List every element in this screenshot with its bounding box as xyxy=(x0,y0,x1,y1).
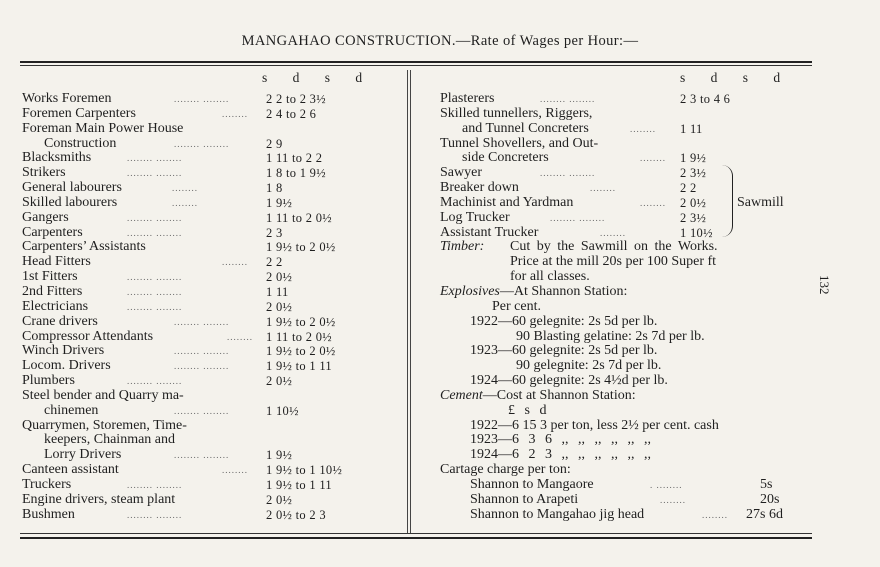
trade-label: Quarrymen, Storemen, Time- xyxy=(22,417,187,433)
column-divider xyxy=(407,70,408,533)
trade-label: Tunnel Shovellers, and Out- xyxy=(440,135,599,151)
wage-row xyxy=(22,433,404,448)
wage-row: Construction ........ ........ 2 9 xyxy=(22,137,404,152)
cartage-amount: 5s xyxy=(760,476,773,492)
cartage-route: Shannon to Mangahao jig head xyxy=(470,506,645,522)
trade-label: keepers, Chainman and xyxy=(44,432,176,448)
wage-value: 2 2 xyxy=(266,255,283,270)
explosives-heading: Explosives xyxy=(440,283,500,299)
cartage-heading-line xyxy=(440,463,812,478)
timber-text-2: Price at the mill 20s per 100 Super ft xyxy=(510,254,717,270)
explosives-price: 90 Blasting gelatine: 2s 7d per lb. xyxy=(516,328,705,344)
trade-label: Blacksmiths xyxy=(22,150,92,166)
wage-value: 1 9½ to 1 11 xyxy=(266,477,332,492)
trade-label: Foremen Carpenters xyxy=(22,105,136,121)
wage-value: 1 10½ xyxy=(680,225,713,240)
cement-price: 1922—6 15 3 per ton, less 2½ per cent. cash xyxy=(470,417,719,433)
wage-value: 1 11 to 2 2 xyxy=(266,151,323,166)
column-divider-2 xyxy=(410,70,411,533)
timber-line xyxy=(440,255,812,270)
trade-label: Plasterers xyxy=(440,91,495,106)
wage-value: 1 9½ xyxy=(680,151,707,166)
explosives-line xyxy=(440,344,812,359)
wage-value: 2 0½ to 2 3 xyxy=(266,507,326,522)
trade-label: Compressor Attendants xyxy=(22,328,154,344)
wage-row: and Tunnel Concreters ........ 1 11 xyxy=(440,122,812,137)
explosives-line xyxy=(440,374,812,389)
top-rule xyxy=(20,61,812,63)
explosives-price: 1924—60 gelegnite: 2s 4½d per lb. xyxy=(470,373,668,389)
timber-line xyxy=(440,270,812,285)
wage-row: Lorry Drivers ........ ........ 1 9½ xyxy=(22,448,404,463)
explosives-line xyxy=(440,300,812,315)
sawmill-brace xyxy=(722,165,733,237)
trade-label: General labourers xyxy=(22,180,122,196)
trade-label: Locom. Drivers xyxy=(22,358,111,374)
wage-row: 1st Fitters ........ ........ 2 0½ xyxy=(22,269,293,285)
page-number: 132 xyxy=(817,275,832,295)
cartage-heading: Cartage charge per ton: xyxy=(440,462,571,478)
trade-label: Carpenters’ Assistants xyxy=(22,239,146,255)
wage-row: Locom. Drivers ........ ........ 1 9½ to 1 11 xyxy=(22,358,332,374)
trade-label: Lorry Drivers xyxy=(44,447,122,463)
cement-price: 1924—6 2 3 ,, ,, ,, ,, ,, ,, xyxy=(470,447,651,463)
per-cent-label: Per cent. xyxy=(492,298,541,314)
trade-label: Gangers xyxy=(22,209,69,225)
wage-row xyxy=(22,122,404,137)
wage-row: Canteen assistant ........ 1 9½ to 1 10½ xyxy=(22,462,343,478)
top-rule-thin xyxy=(20,65,812,66)
wage-row xyxy=(22,240,404,255)
wage-value: 1 9½ to 2 0½ xyxy=(266,314,336,329)
explosives-heading-rest: —At Shannon Station: xyxy=(499,283,628,299)
wage-row: chinemen ........ ........ 1 10½ xyxy=(22,404,404,419)
trade-label: Engine drivers, steam plant xyxy=(22,491,176,507)
trade-label: Crane drivers xyxy=(22,313,98,329)
wage-row: Strikers ........ ........ 1 8 to 1 9½ xyxy=(22,165,326,181)
wage-row: Compressor Attendants ........ 1 11 to 2 0½ xyxy=(22,328,332,344)
right-wage-table xyxy=(440,92,812,522)
trade-label: Canteen assistant xyxy=(22,462,119,478)
wage-value: 1 11 to 2 0½ xyxy=(266,329,332,344)
cement-line xyxy=(440,448,812,463)
trade-label: Sawyer xyxy=(440,165,482,181)
trade-label: Steel bender and Quarry ma- xyxy=(22,387,184,403)
wage-value: 2 0½ xyxy=(266,492,293,507)
wage-row: Skilled labourers ........ 1 9½ xyxy=(22,194,293,210)
sawmill-label: Sawmill xyxy=(737,195,784,210)
wage-row: Log Trucker ........ ........ 2 3½ xyxy=(440,209,707,225)
wage-row: Sawyer ........ ........ 2 3½ xyxy=(440,165,707,181)
trade-label: Strikers xyxy=(22,165,66,181)
timber-line xyxy=(440,240,812,255)
trade-label: Skilled labourers xyxy=(22,194,118,210)
trade-label: Carpenters xyxy=(22,224,83,240)
timber-text-3: for all classes. xyxy=(510,269,590,285)
wage-value: 1 10½ xyxy=(266,403,299,418)
wage-row: Carpenters ........ ........ 2 3 xyxy=(22,224,283,240)
wage-value: 1 9½ to 1 10½ xyxy=(266,463,343,478)
wage-row: Plumbers ........ ........ 2 0½ xyxy=(22,373,293,389)
wage-row: Machinist and Yardman ........ 2 0½ xyxy=(440,194,707,210)
trade-label: and Tunnel Concreters xyxy=(462,120,589,136)
cartage-amount: 20s xyxy=(760,491,780,507)
wage-row: Breaker down ........ 2 2 xyxy=(440,180,697,196)
bottom-rule xyxy=(20,533,812,534)
wage-value: 1 11 xyxy=(266,284,289,299)
trade-label: Winch Drivers xyxy=(22,343,105,359)
wage-row: Head Fitters ........ 2 2 xyxy=(22,254,283,270)
trade-label: Log Trucker xyxy=(440,209,510,225)
wage-value: 1 11 to 2 0½ xyxy=(266,210,332,225)
wage-value: 2 0½ xyxy=(266,374,293,389)
wage-value: 1 9½ to 2 0½ xyxy=(266,240,336,255)
wage-row: Crane drivers ........ ........ 1 9½ to 2 0½ xyxy=(22,313,336,329)
trade-label: Electricians xyxy=(22,298,89,314)
wage-row: Bushmen ........ ........ 2 0½ to 2 3 xyxy=(22,506,326,522)
cartage-row: Shannon to Mangahao jig head ........ 27s 6d xyxy=(470,506,783,522)
trade-label: Plumbers xyxy=(22,373,75,389)
trade-label: Skilled tunnellers, Riggers, xyxy=(440,105,593,121)
trade-label: Breaker down xyxy=(440,180,519,196)
wage-row: Plasterers ........ ........ 2 3 to 4 6 xyxy=(440,91,731,106)
wage-value: 2 3½ xyxy=(680,166,707,181)
wage-row: Foremen Carpenters ........ 2 4 to 2 6 xyxy=(22,105,317,121)
wage-value: 2 3 to 4 6 xyxy=(680,92,731,106)
trade-label: Construction xyxy=(44,135,117,151)
explosives-heading-line xyxy=(440,285,812,300)
wage-value: 2 2 to 2 3½ xyxy=(266,92,326,106)
wage-row xyxy=(22,493,404,508)
cement-units: £ s d xyxy=(508,402,547,418)
wage-row xyxy=(440,137,812,152)
bottom-rule-thick xyxy=(20,537,812,539)
timber-heading: Timber: xyxy=(440,239,485,255)
cement-heading-rest: —Cost at Shannon Station: xyxy=(482,387,636,403)
wage-row: Assistant Trucker ........ 1 10½ xyxy=(440,224,713,240)
cartage-row: Shannon to Mangaore . ........ 5s xyxy=(470,476,773,492)
cement-price: 1923—6 3 6 ,, ,, ,, ,, ,, ,, xyxy=(470,432,651,448)
timber-text-1: Cut by the Sawmill on the Works. xyxy=(510,239,718,255)
left-wage-table xyxy=(22,92,404,522)
cement-line xyxy=(440,404,812,419)
cartage-row: Shannon to Arapeti ........ 20s xyxy=(470,491,780,507)
wage-value: 2 0½ xyxy=(266,299,293,314)
cement-heading: Cement xyxy=(440,387,483,403)
explosives-price: 1923—60 gelegnite: 2s 5d per lb. xyxy=(470,343,658,359)
explosives-line xyxy=(440,359,812,374)
wage-row: 2nd Fitters ........ ........ 1 11 xyxy=(22,283,289,299)
wage-value: 1 9½ xyxy=(266,195,293,210)
trade-label: Works Foremen xyxy=(22,91,112,106)
wage-row: side Concreters ........ 1 9½ xyxy=(440,151,812,166)
wage-row: Works Foremen ........ ........ 2 2 to 2 3½ xyxy=(22,91,326,106)
wage-value: 1 8 xyxy=(266,181,283,196)
trade-label: Foreman Main Power House xyxy=(22,120,184,136)
wage-row: General labourers ........ 1 8 xyxy=(22,180,283,196)
explosives-price: 1922—60 gelegnite: 2s 5d per lb. xyxy=(470,313,658,329)
wage-value: 1 9½ to 1 11 xyxy=(266,359,332,374)
wage-value: 2 0½ xyxy=(266,270,293,285)
wage-value: 1 9½ xyxy=(266,448,293,463)
wage-row xyxy=(22,389,404,404)
cement-heading-line xyxy=(440,389,812,404)
right-column-heading: s d s d xyxy=(680,70,781,85)
trade-label: Assistant Trucker xyxy=(440,224,539,240)
trade-label: Truckers xyxy=(22,476,72,492)
cement-line xyxy=(440,433,812,448)
wage-value: 2 9 xyxy=(266,136,283,151)
wage-value: 2 2 xyxy=(680,181,697,196)
cartage-route: Shannon to Arapeti xyxy=(470,491,579,507)
trade-label: side Concreters xyxy=(462,150,549,166)
trade-label: Head Fitters xyxy=(22,254,91,270)
wage-row: Winch Drivers ........ ........ 1 9½ to 2 0½ xyxy=(22,343,336,359)
trade-label: 1st Fitters xyxy=(22,269,78,285)
wage-value: 1 8 to 1 9½ xyxy=(266,166,326,181)
wage-value: 2 3 xyxy=(266,225,283,240)
trade-label: Machinist and Yardman xyxy=(440,194,574,210)
explosives-line xyxy=(440,315,812,330)
wage-row: Electricians ........ ........ 2 0½ xyxy=(22,298,293,314)
wage-value: 2 0½ xyxy=(680,195,707,210)
wage-row xyxy=(440,107,812,122)
cartage-amount: 27s 6d xyxy=(746,506,783,522)
cement-line xyxy=(440,419,812,434)
cartage-route: Shannon to Mangaore xyxy=(470,476,594,492)
page-title: MANGAHAO CONSTRUCTION.—Rate of Wages per Hour:— xyxy=(241,33,639,49)
explosives-price: 90 gelegnite: 2s 7d per lb. xyxy=(516,358,662,374)
wage-row: Truckers ........ ........ 1 9½ to 1 11 xyxy=(22,476,332,492)
wage-value: 2 4 to 2 6 xyxy=(266,106,317,121)
wage-row xyxy=(22,419,404,434)
wage-row: Gangers ........ ........ 1 11 to 2 0½ xyxy=(22,209,332,225)
wage-value: 1 9½ to 2 0½ xyxy=(266,344,336,359)
trade-label: 2nd Fitters xyxy=(22,283,83,299)
left-column-heading: s d s d xyxy=(262,70,363,85)
wage-value: 2 3½ xyxy=(680,210,707,225)
trade-label: chinemen xyxy=(44,402,99,418)
explosives-line xyxy=(440,330,812,345)
wage-value: 1 11 xyxy=(680,121,703,136)
trade-label: Bushmen xyxy=(22,506,75,522)
wage-row: Blacksmiths ........ ........ 1 11 to 2 2 xyxy=(22,150,323,166)
